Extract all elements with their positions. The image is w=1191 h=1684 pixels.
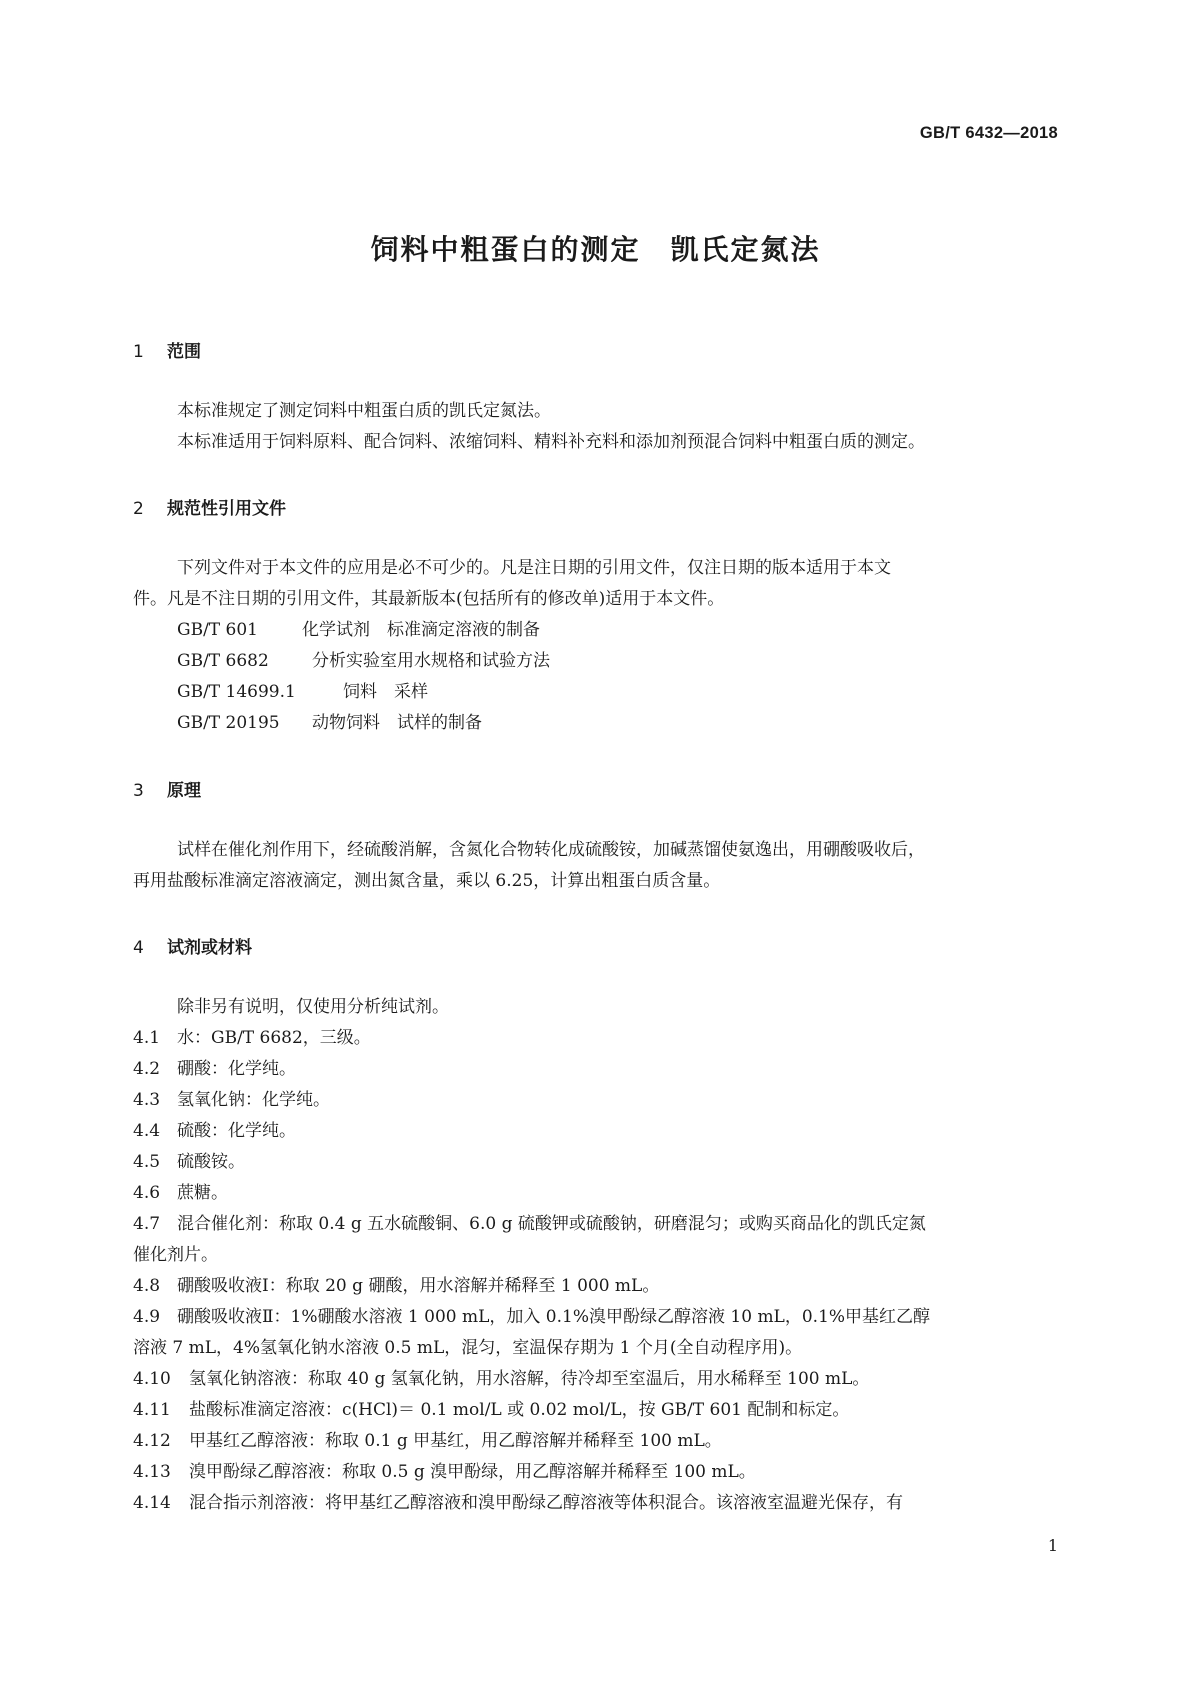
item-number: 4.9 (133, 1307, 161, 1327)
item-text: 硫酸：化学纯。 (177, 1121, 296, 1141)
item-text: 盐酸标准滴定溶液：c(HCl)＝ 0.1 mol/L 或 0.02 mol/L，按 GB/T 601 配制和标定。 (189, 1400, 850, 1420)
item-number: 4.10 (133, 1369, 171, 1389)
item-number: 4.5 (133, 1152, 161, 1172)
reference-item (177, 618, 1102, 642)
list-item (133, 1026, 1058, 1050)
item-number: 4.2 (133, 1059, 161, 1079)
section-number: 3 (133, 781, 144, 801)
reference-code: GB/T 20195 (177, 713, 280, 733)
reference-code: GB/T 14699.1 (177, 682, 296, 702)
reference-item (177, 649, 1102, 673)
list-item (133, 1491, 1058, 1515)
item-text: 混合催化剂：称取 0.4 g 五水硫酸铜、6.0 g 硫酸钾或硫酸钠，研磨混匀；或购买商品化的凯氏定氮 (177, 1214, 926, 1234)
paragraph: 下列文件对于本文件的应用是必不可少的。凡是注日期的引用文件，仅注日期的版本适用于本文 (177, 558, 891, 578)
reference-item (177, 711, 1102, 735)
item-number: 4.7 (133, 1214, 161, 1234)
item-number: 4.8 (133, 1276, 161, 1296)
item-number: 4.3 (133, 1090, 161, 1110)
list-item (133, 1429, 1058, 1453)
list-item (133, 1212, 1058, 1236)
reference-item (177, 680, 1102, 704)
item-text: 溴甲酚绿乙醇溶液：称取 0.5 g 溴甲酚绿，用乙醇溶解并稀释至 100 mL。 (189, 1462, 756, 1482)
section-title: 试剂或材料 (167, 938, 252, 958)
section-number: 2 (133, 499, 144, 519)
section-title: 规范性引用文件 (167, 499, 286, 519)
item-number: 4.6 (133, 1183, 161, 1203)
paragraph: 本标准适用于饲料原料、配合饲料、浓缩饲料、精料补充料和添加剂预混合饲料中粗蛋白质的测定。 (177, 432, 925, 452)
list-item (133, 1119, 1058, 1143)
page-number: 1 (1047, 1536, 1058, 1555)
item-number: 4.14 (133, 1493, 171, 1513)
section-number: 4 (133, 938, 144, 958)
list-item (133, 1367, 1058, 1391)
item-number: 4.1 (133, 1028, 161, 1048)
paragraph-continuation: 件。凡是不注日期的引用文件，其最新版本(包括所有的修改单)适用于本文件。 (133, 589, 725, 609)
document-title: 饲料中粗蛋白的测定 凯氏定氮法 (370, 233, 821, 266)
item-text: 甲基红乙醇溶液：称取 0.1 g 甲基红，用乙醇溶解并稀释至 100 mL。 (189, 1431, 722, 1451)
list-item (133, 1088, 1058, 1112)
paragraph: 除非另有说明，仅使用分析纯试剂。 (177, 997, 449, 1017)
list-item-continuation: 溶液 7 mL，4%氢氧化钠水溶液 0.5 mL，混匀，室温保存期为 1 个月(全自动程序用)。 (133, 1338, 803, 1358)
item-text: 混合指示剂溶液：将甲基红乙醇溶液和溴甲酚绿乙醇溶液等体积混合。该溶液室温避光保存，有 (189, 1493, 903, 1513)
list-item (133, 1274, 1058, 1298)
list-item (133, 1150, 1058, 1174)
item-text: 水：GB/T 6682，三级。 (177, 1028, 371, 1048)
reference-title: 饲料 采样 (343, 682, 428, 702)
reference-title: 动物饲料 试样的制备 (312, 713, 482, 733)
section-title: 范围 (167, 342, 201, 362)
list-item (133, 1305, 1058, 1329)
item-text: 氢氧化钠溶液：称取 40 g 氢氧化钠，用水溶解，待冷却至室温后，用水稀释至 100 mL。 (189, 1369, 870, 1389)
item-text: 氢氧化钠：化学纯。 (177, 1090, 330, 1110)
list-item (133, 1398, 1058, 1422)
item-number: 4.4 (133, 1121, 161, 1141)
list-item (133, 1460, 1058, 1484)
item-number: 4.11 (133, 1400, 171, 1420)
reference-title: 分析实验室用水规格和试验方法 (312, 651, 550, 671)
list-item-continuation: 催化剂片。 (133, 1245, 218, 1265)
paragraph: 试样在催化剂作用下，经硫酸消解，含氮化合物转化成硫酸铵，加碱蒸馏使氨逸出，用硼酸吸收后， (177, 840, 925, 860)
section-number: 1 (133, 342, 144, 362)
item-number: 4.13 (133, 1462, 171, 1482)
list-item (133, 1057, 1058, 1081)
item-text: 蔗糖。 (177, 1183, 228, 1203)
item-text: 硫酸铵。 (177, 1152, 245, 1172)
section-heading-reagents (133, 933, 252, 958)
section-title: 原理 (167, 781, 201, 801)
section-heading-principle (133, 776, 201, 801)
standard-code: GB/T 6432—2018 (919, 124, 1058, 142)
item-text: 硼酸吸收液Ⅱ：1%硼酸水溶液 1 000 mL，加入 0.1%溴甲酚绿乙醇溶液 10 mL，0.1%甲基红乙醇 (177, 1307, 931, 1327)
list-item (133, 1181, 1058, 1205)
paragraph: 本标准规定了测定饲料中粗蛋白质的凯氏定氮法。 (177, 401, 551, 421)
reference-title: 化学试剂 标准滴定溶液的制备 (302, 620, 540, 640)
item-text: 硼酸吸收液Ⅰ：称取 20 g 硼酸，用水溶解并稀释至 1 000 mL。 (177, 1276, 660, 1296)
section-heading-scope (133, 337, 201, 362)
reference-code: GB/T 6682 (177, 651, 269, 671)
item-text: 硼酸：化学纯。 (177, 1059, 296, 1079)
paragraph-continuation: 再用盐酸标准滴定溶液滴定，测出氮含量，乘以 6.25，计算出粗蛋白质含量。 (133, 871, 721, 891)
item-number: 4.12 (133, 1431, 171, 1451)
section-heading-normative-references (133, 494, 286, 519)
reference-code: GB/T 601 (177, 620, 258, 640)
